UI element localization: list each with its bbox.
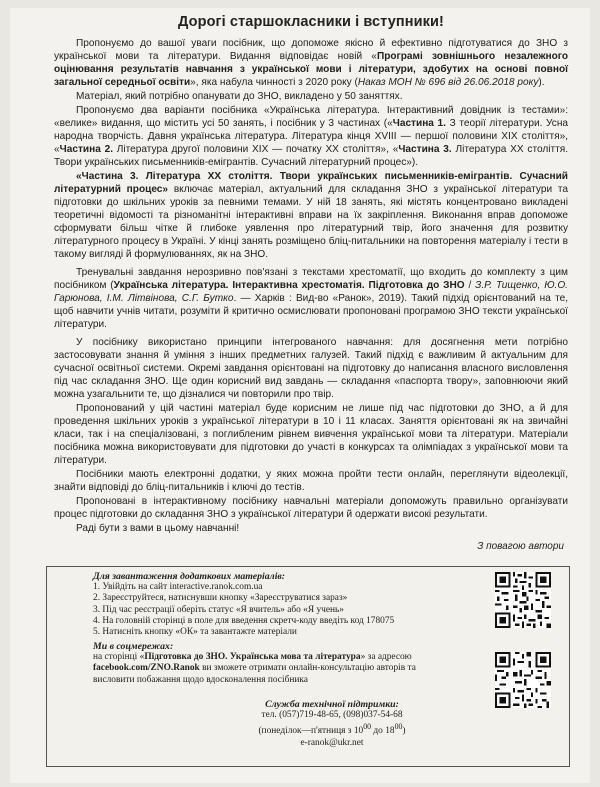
text: Пропонуємо два варіанти посібника «Українська література. Інтерактивний довідник із тестами»: «велике» видання, що містить усі 50 занять, і посібник у 3 частинах («	[54, 105, 568, 129]
qr-code-icon	[495, 572, 551, 628]
qr-code-icon	[495, 652, 551, 708]
signature: З повагою автори	[477, 541, 564, 552]
support-section	[197, 699, 467, 749]
text: Література XX століття. Твори українських письменників-емігрантів. Сучасний літературний процес»).	[54, 144, 569, 168]
paragraph-variants	[54, 104, 568, 169]
text: З теорії літератури. Усна народна творчість. Давня українська література. Література кінця XVIII — першої половини XIX століття», «	[54, 118, 569, 155]
text: Пропонуємо до вашої уваги посібник, що допоможе якісно й ефективно підготуватися до ЗНО з української мови та літератури. Видання відповідає новій «	[54, 38, 568, 62]
text: Література другої половини XIX — початку XX століття», «	[113, 144, 399, 155]
text: ви зможете отримати онлайн-консультацію авторів та висловити побажання щодо вдосконалення посібника	[93, 663, 416, 685]
text: до 18	[371, 726, 395, 737]
social-title: Ми в соцмережах:	[93, 641, 174, 652]
text: )	[402, 726, 406, 737]
program-title: Програмі зовнішнього незалежного оцінювання результатів навчання з української мови і літератури, здобутих на основі повної загальної середньої освіти	[54, 51, 569, 88]
text: 00	[363, 722, 372, 732]
support-hours	[197, 721, 467, 737]
paragraph-integrated: У посібнику використано принципи інтегрованого навчання: для досягнення мети потрібно застосовувати знання й уміння з інших предметних галузей. Такий підхід є важливим й актуальним для сучасної освітньої системи. Окремі завдання орієнтовані на підготовку до написання власного висловлення під час складання ЗНО. Ще один корисний вид завдань — складання «паспорта твору», заповнюючи який можна узагальнити те, що дізналися чи повторили про твір.	[54, 337, 568, 400]
qr-code-graphic	[495, 652, 551, 708]
paragraph-part3	[54, 170, 568, 261]
text: включає матеріал, актуальний для складання ЗНО з української літератури та підготовки до шкільних уроків за певними темами. У ній 18 занять, які містять концентровано викладені теоретичні відомості та різноманітні інтерактивні вправи на їх закріплення. Виконання вправ допоможе сформувати більш чітке й глибоке уявлення про літературний твір, його значення для розвитку літературного процесу в Україні. У кінці занять розміщено бліц-питальники на повторення матеріалу і тести в такому вигляді й формулюваннях, як на ЗНО.	[54, 184, 568, 260]
part-label: Частина 2.	[59, 144, 114, 155]
social-section	[93, 641, 453, 686]
support-title: Служба технічної підтримки:	[265, 699, 399, 710]
part-label: Частина 3.	[398, 144, 452, 155]
page-title: Дорогі старшокласники і вступники!	[178, 14, 444, 30]
text: /	[464, 280, 476, 291]
download-step: 2. Зареєструйтеся, натиснувши кнопку «Зареєструватися зараз»	[93, 593, 348, 604]
support-email[interactable]: e-ranok@ukr.net	[300, 737, 364, 748]
text: . — Харків : Вид-во «Ранок», 2019). Такий підхід орієнтований на те, щоб навчити учнів читати, розуміти й критично осмислювати пропоновані програмою ЗНО тексти української літератури.	[54, 293, 568, 330]
paragraph-anthology	[54, 266, 568, 331]
part3-title: «Частина 3. Література XX століття. Твори українських письменників-емігрантів. Сучасний літературний процес»	[54, 171, 568, 195]
facebook-link[interactable]: facebook.com/ZNO.Ranok	[93, 663, 200, 674]
download-step: 1. Увійдіть на сайт interactive.ranok.com.ua	[93, 582, 263, 593]
text: ).	[538, 77, 545, 88]
paragraph-lessons: Матеріал, який потрібно опанувати до ЗНО, викладено у 50 заняттях.	[76, 91, 403, 102]
paragraph-electronic: Посібники мають електронні додатки, у яких можна пройти тести онлайн, переглянути відеолекції, знайти відповіді до бліц-питальників і ключі до тестів.	[54, 469, 568, 493]
paragraph-usage: Пропонований у цій частині матеріал буде корисним не лише під час підготовки до ЗНО, а й для проведення шкільних уроків з української літератури в 10 і 11 класах. Заняття орієнтовані як на звичайні класи, так і на спеціалізовані, з поглибленим рівнем вивчення української мови та літератури. Матеріали посібника можна використовувати для підготовки до участі в конкурсах та олімпіадах з української мови та літератури.	[54, 403, 568, 466]
facebook-page-name: Підготовка до ЗНО. Українська мова та література	[144, 652, 361, 663]
paragraph-closing: Раді бути з вами в цьому навчанні!	[76, 523, 240, 534]
qr-code-graphic	[495, 572, 551, 628]
download-step: 3. Під час реєстрації оберіть статус «Я вчитель» або «Я учень»	[93, 604, 344, 615]
preface-body	[54, 37, 568, 535]
text: на сторінці «	[93, 652, 145, 663]
order-reference: Наказ МОН № 696 від 26.06.2018 року	[357, 77, 539, 88]
text: », яка набула чинності з 2020 року (	[190, 77, 358, 88]
download-step: 5. Натисніть кнопку «ОК» та завантажте матеріали	[93, 627, 297, 638]
text: Тренувальні завдання нерозривно пов'язані з текстами хрестоматії, що входить до комплекту з цим посібником (	[54, 267, 568, 291]
part-label: Частина 1.	[392, 118, 446, 129]
paragraph-results: Пропоновані в інтерактивному посібнику навчальні матеріали допоможуть правильно організувати процес підготовки до складання ЗНО з української літератури й одержати високі результати.	[54, 496, 568, 520]
text: 00	[394, 722, 403, 732]
download-step: 4. На головній сторінці в поле для введення скретч-коду введіть код 178075	[93, 615, 395, 626]
text: (понеділок—п'ятниця з 10	[258, 726, 364, 737]
authors-list: З.Р. Тищенко, Ю.О. Гарюнова, І.М. Літвінова, С.Г. Бутко	[54, 280, 568, 304]
info-box	[46, 566, 570, 767]
support-phone: тел. (057)719-48-65, (098)037-54-68	[261, 710, 403, 721]
text: » за адресою	[360, 652, 412, 663]
anthology-title: Українська література. Інтерактивна хрестоматія. Підготовка до ЗНО	[113, 280, 465, 291]
paragraph-intro	[54, 37, 568, 89]
download-steps	[93, 582, 473, 638]
download-section	[93, 571, 473, 638]
download-title: Для завантаження додаткових матеріалів:	[93, 571, 286, 582]
social-text	[93, 652, 453, 686]
